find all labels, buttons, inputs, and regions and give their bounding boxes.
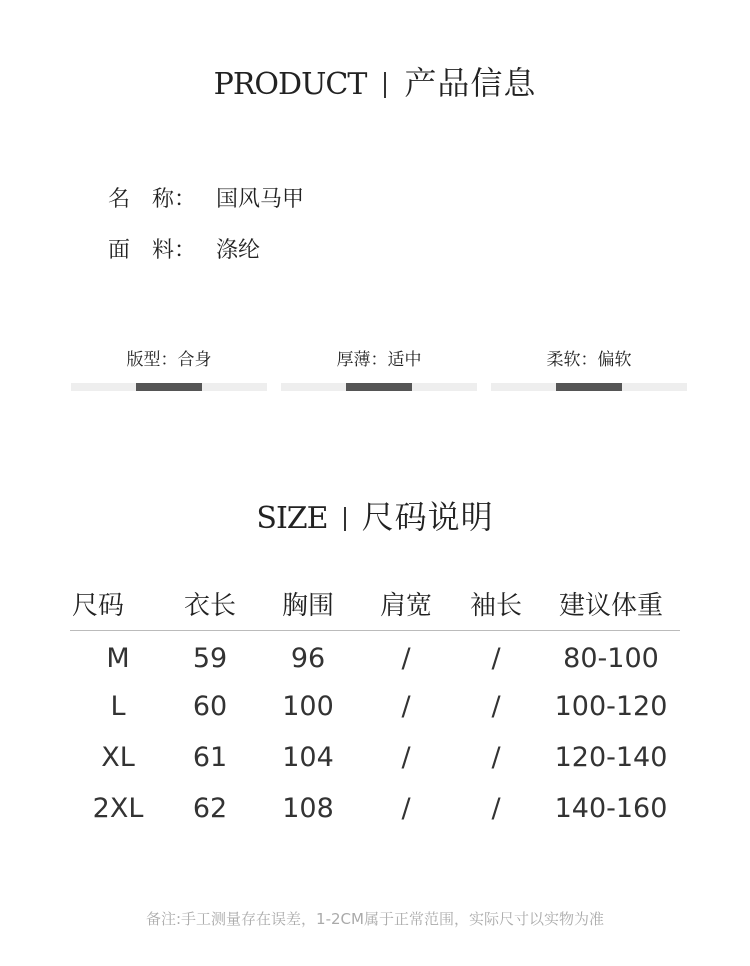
attribute-thickness-scale	[281, 383, 477, 391]
cell-chest: 108	[282, 793, 334, 824]
product-fabric-label: 面 料：	[108, 238, 197, 263]
table-row	[70, 681, 680, 732]
measurement-note: 备注:手工测量存在误差，1-2CM属于正常范围，实际尺寸以实物为准	[146, 910, 604, 928]
cell-size: XL	[101, 742, 135, 773]
cell-sleeve: /	[491, 793, 501, 824]
header-length: 衣长	[166, 578, 254, 630]
attribute-thickness-marker	[346, 383, 412, 391]
attribute-thickness-value: 适中	[387, 350, 422, 370]
product-fabric-value: 涤纶	[216, 238, 261, 263]
product-heading	[0, 58, 750, 104]
attribute-fit-scale	[71, 383, 267, 391]
cell-chest: 104	[282, 742, 334, 773]
cell-size: M	[106, 643, 130, 675]
product-fabric-row	[108, 233, 260, 264]
size-table-header	[70, 578, 680, 630]
attribute-softness-label: 柔软：	[546, 350, 598, 370]
table-row	[70, 732, 680, 783]
heading-divider	[384, 72, 386, 98]
cell-length: 62	[192, 793, 228, 824]
product-name-row	[108, 182, 304, 213]
attribute-softness-scale	[491, 383, 687, 391]
header-sleeve: 袖长	[450, 578, 542, 630]
header-weight: 建议体重	[542, 578, 680, 630]
cell-sleeve: /	[491, 691, 501, 722]
cell-length: 60	[192, 691, 228, 722]
cell-weight: 120-140	[554, 742, 668, 773]
cell-weight: 80-100	[563, 643, 659, 675]
cell-chest: 96	[290, 643, 326, 675]
attribute-fit	[71, 345, 267, 391]
size-title-en: SIZE	[256, 501, 328, 536]
attribute-fit-value: 合身	[177, 350, 212, 370]
attribute-softness	[491, 345, 687, 391]
cell-shoulder: /	[401, 742, 411, 773]
size-heading	[0, 492, 750, 538]
attribute-fit-marker	[136, 383, 202, 391]
product-name-value: 国风马甲	[216, 187, 305, 212]
attribute-thickness-label: 厚薄：	[336, 350, 388, 370]
table-row	[70, 783, 680, 834]
cell-shoulder: /	[401, 793, 411, 824]
header-shoulder: 肩宽	[362, 578, 450, 630]
attribute-softness-marker	[556, 383, 622, 391]
cell-sleeve: /	[491, 742, 501, 773]
cell-length: 59	[192, 643, 228, 675]
cell-length: 61	[192, 742, 228, 773]
header-chest: 胸围	[254, 578, 362, 630]
cell-chest: 100	[282, 691, 334, 722]
attribute-softness-value: 偏软	[597, 350, 632, 370]
table-row	[70, 630, 680, 681]
cell-weight: 140-160	[554, 793, 668, 824]
size-title-cn: 尺码说明	[361, 498, 494, 536]
attribute-fit-label: 版型：	[126, 350, 178, 370]
cell-size: 2XL	[92, 793, 144, 824]
heading-divider	[344, 507, 346, 531]
cell-sleeve: /	[491, 643, 501, 675]
size-table	[70, 578, 680, 834]
cell-shoulder: /	[401, 643, 411, 675]
cell-size: L	[110, 691, 126, 722]
cell-shoulder: /	[401, 691, 411, 722]
product-title-en: PRODUCT	[213, 67, 367, 102]
attribute-thickness	[281, 345, 477, 391]
header-size: 尺码	[70, 578, 166, 630]
product-title-cn: 产品信息	[404, 64, 537, 102]
product-name-label: 名 称：	[108, 187, 197, 212]
cell-weight: 100-120	[554, 691, 668, 722]
